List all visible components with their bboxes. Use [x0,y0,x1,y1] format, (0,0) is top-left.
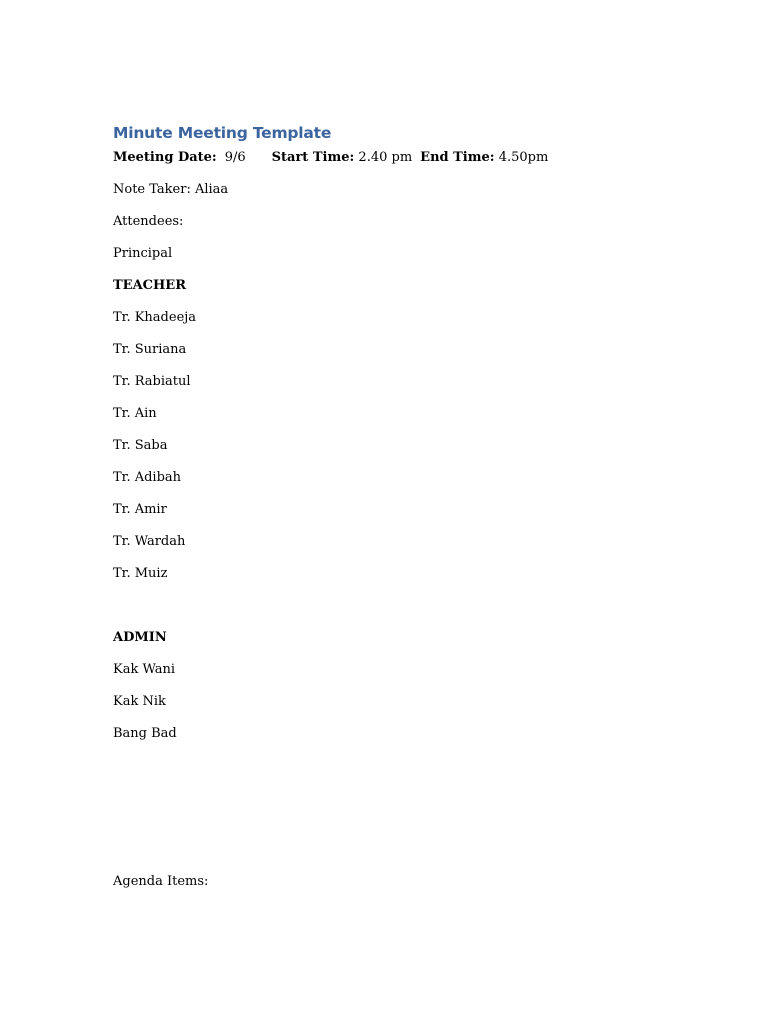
end-time-value: 4.50pm [498,150,549,165]
teacher-entry: Tr. Saba [113,438,168,453]
teacher-entry: Tr. Rabiatul [113,374,191,389]
attendees-label: Attendees: [113,214,184,229]
admin-heading: ADMIN [113,630,167,645]
end-time-label: End Time: [420,150,495,165]
meeting-date-value: 9/6 [224,150,246,165]
admin-entry: Bang Bad [113,726,177,741]
teacher-entry: Tr. Amir [113,502,167,517]
teacher-entry: Tr. Adibah [113,470,182,485]
document-title: Minute Meeting Template [113,124,332,142]
admin-entry: Kak Nik [113,694,166,709]
teacher-entry: Tr. Ain [113,406,157,421]
teacher-entry: Tr. Khadeeja [113,310,197,325]
teacher-entry: Tr. Suriana [113,342,187,357]
meeting-date-label: Meeting Date: [113,150,217,165]
teacher-entry: Tr. Wardah [113,534,186,549]
teacher-heading: TEACHER [113,278,187,293]
meeting-meta-line [113,149,548,167]
start-time-label: Start Time: [271,150,355,165]
note-taker: Note Taker: Aliaa [113,182,229,197]
agenda-items-label: Agenda Items: [113,874,209,889]
admin-entry: Kak Wani [113,662,175,677]
principal-entry: Principal [113,246,173,261]
start-time-value: 2.40 pm [358,150,413,165]
teacher-entry: Tr. Muiz [113,566,168,581]
